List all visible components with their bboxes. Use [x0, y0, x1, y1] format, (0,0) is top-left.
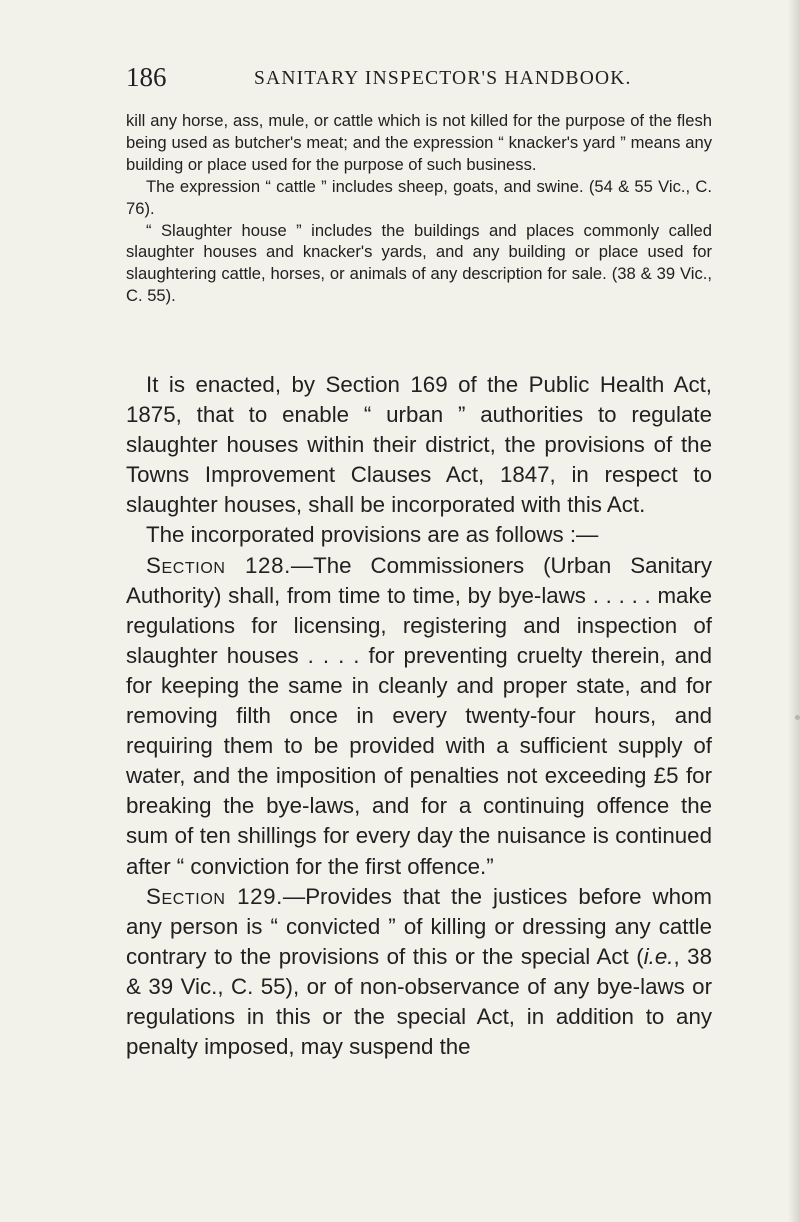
- quoted-definitions: [126, 110, 712, 307]
- page-number: 186: [126, 62, 167, 92]
- section-128-label: Section 128.: [146, 552, 291, 578]
- section-128-paragraph: [126, 551, 712, 882]
- definition-paragraph: The expression “ cattle ” includes sheep, goats, and swine. (54 & 55 Vic., C. 76).: [126, 176, 712, 218]
- running-head: SANITARY INSPECTOR'S HANDBOOK.: [254, 68, 632, 89]
- section-128-text: —The Commissioners (Urban Sanitary Authority) shall, from time to time, by bye-laws . . . . . make regulations for licensing, registering and inspection of slaughter houses . . . . for preventing cruelty therein, and for keeping the same in cleanly and proper state, and for removing filth once in every twenty-four hours, and requiring them to be provided with a sufficient supply of water, and the imposition of penalties not exceeding £5 for breaking the bye-laws, and for a continuing offence the sum of ten shillings for every day the nuisance is continued after “ conviction for the first offence.”: [126, 552, 712, 879]
- section-129-text: —Provides that the justices before whom any person is “ convicted ” of killing or dressing any cattle contrary to the provisions of this or the special Act (: [126, 883, 712, 969]
- page-header: [126, 62, 686, 98]
- section-129-paragraph: [126, 882, 712, 1063]
- enactment-paragraph: It is enacted, by Section 169 of the Public Health Act, 1875, that to enable “ urban ” authorities to regulate slaughter houses within their district, the provisions of the Towns Improvement Clauses Act, 1847, in respect to slaughter houses, shall be incorporated with this Act.: [126, 372, 712, 518]
- section-129-text-cont: , 38 & 39 Vic., C. 55), or of non-observance of any bye-laws or regulations in this or the special Act, in addition to any penalty imposed, may suspend the: [126, 943, 712, 1060]
- section-129-ie: i.e.: [643, 943, 674, 969]
- main-body-text: [126, 370, 712, 1062]
- section-129-label: Section 129.: [146, 883, 283, 909]
- provisions-intro: The incorporated provisions are as follows :—: [146, 522, 599, 548]
- paper-spot: [795, 715, 800, 720]
- definition-paragraph: kill any horse, ass, mule, or cattle which is not killed for the purpose of the flesh being used as butcher's meat; and the expression “ knacker's yard ” means any building or place used for the purpose of such business.: [126, 111, 712, 174]
- definition-paragraph: “ Slaughter house ” includes the buildings and places commonly called slaughter houses and knacker's yards, and any building or place used for slaughtering cattle, horses, or animals of any description for sale. (38 & 39 Vic., C. 55).: [126, 220, 712, 306]
- page-edge-shadow: [788, 0, 800, 1222]
